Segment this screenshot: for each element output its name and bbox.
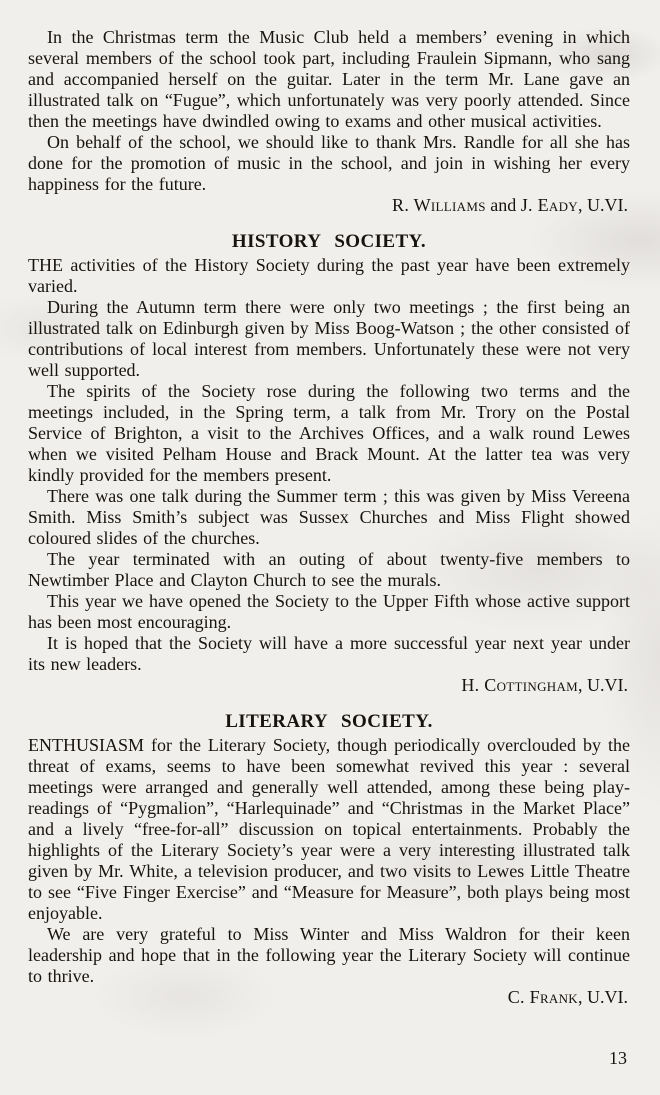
- paragraph: ENTHUSIASM for the Literary Society, though periodically overclouded by the threat of exams, seems to have been somewhat revived this year : several meetings were arranged and generally well attended, among these being play-readings of “Pygmalion”, “Harlequinade” and “Christmas in the Market Place” and a lively “free-for-all” discussion on topical entertainments. Probably the highlights of the Literary Society’s year were a very interesting illustrated talk given by Mr. White, a television producer, and two visits to Lewes Little Theatre to see “Five Finger Exercise” and “Measure for Measure”, both plays being most enjoyable.: [28, 735, 630, 923]
- paragraph: In the Christmas term the Music Club held a members’ evening in which several members of the school took part, including Fraulein Sipmann, who sang and accompanied herself on the guitar. Later in the term Mr. Lane gave an illustrated talk on “Fugue”, which unfortunately was very poorly attended. Since then the meetings have dwindled owing to exams and other musical activities.: [28, 27, 630, 131]
- paragraph: We are very grateful to Miss Winter and Miss Waldron for their keen leadership and hope that in the following year the Literary Society will continue to thrive.: [28, 924, 630, 986]
- paragraph: On behalf of the school, we should like to thank Mrs. Randle for all she has done for the promotion of music in the school, and join in wishing her every happiness for the future.: [28, 132, 630, 194]
- signature-text: , U.VI.: [578, 675, 628, 695]
- paragraph: The year terminated with an outing of about twenty-five members to Newtimber Place and Clayton Church to see the murals.: [28, 549, 630, 590]
- signature-name: J. Eady: [520, 195, 578, 215]
- signature-text: , U.VI.: [578, 195, 628, 215]
- paragraph: The spirits of the Society rose during the following two terms and the meetings included, in the Spring term, a talk from Mr. Trory on the Postal Service of Brighton, a visit to the Archives Offices, and a walk round Lewes when we visited Pelham House and Brack Mount. At the latter tea was very kindly provided for the members present.: [28, 381, 630, 485]
- signature-text: , U.VI.: [578, 987, 628, 1007]
- signature-name: C. Frank: [507, 987, 578, 1007]
- paragraph: During the Autumn term there were only two meetings ; the first being an illustrated talk on Edinburgh given by Miss Boog-Watson ; the other consisted of contributions of local interest from members. Unfortunately these were not very well supported.: [28, 297, 630, 380]
- section-heading-history: HISTORY SOCIETY.: [231, 231, 427, 252]
- page-number: 13: [609, 1048, 627, 1068]
- section-literary-society: [28, 711, 630, 1008]
- section-heading-literary: LITERARY SOCIETY.: [225, 711, 433, 732]
- signature-literary-society: [28, 987, 630, 1008]
- signature-name: H. Cottingham: [461, 675, 578, 695]
- signature-history-society: [28, 675, 630, 696]
- signature-text: and: [485, 195, 521, 215]
- paragraph: It is hoped that the Society will have a more successful year next year under its new leaders.: [28, 633, 630, 674]
- paragraph: There was one talk during the Summer term ; this was given by Miss Vereena Smith. Miss Smith’s subject was Sussex Churches and Miss Flight showed coloured slides of the churches.: [28, 486, 630, 548]
- signature-music-club: [28, 195, 630, 216]
- section-music-club: [28, 27, 630, 216]
- paragraph: THE activities of the History Society during the past year have been extremely varied.: [28, 255, 630, 296]
- section-history-society: [28, 231, 630, 696]
- signature-name: R. Williams: [392, 195, 486, 215]
- paragraph: This year we have opened the Society to the Upper Fifth whose active support has been most encouraging.: [28, 591, 630, 632]
